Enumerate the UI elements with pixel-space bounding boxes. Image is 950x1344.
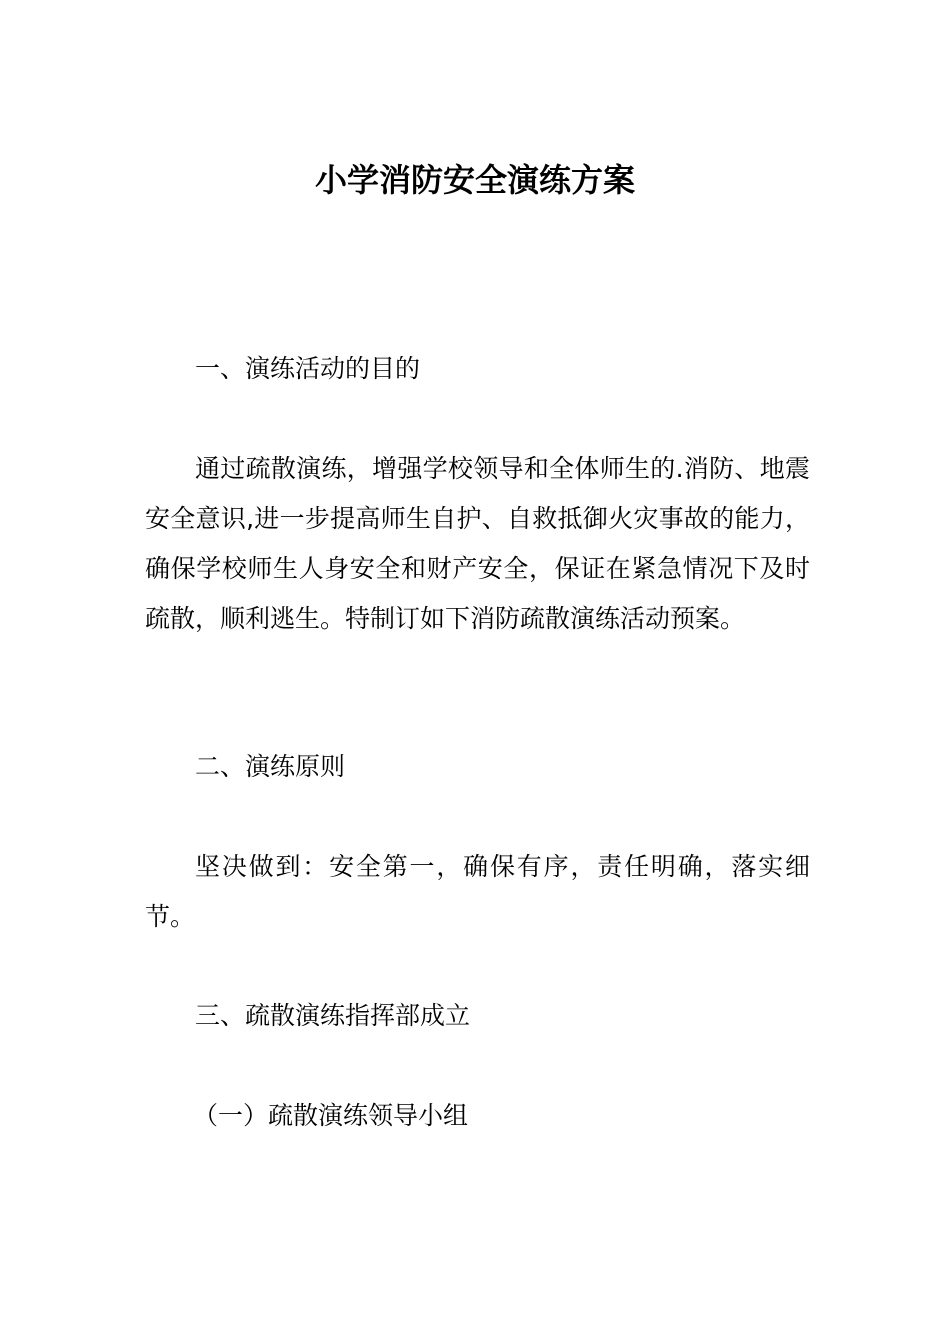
section-heading-principles: 二、演练原则 — [195, 752, 346, 781]
section-heading-command: 三、疏散演练指挥部成立 — [195, 1001, 471, 1030]
section-heading-purpose: 一、演练活动的目的 — [195, 354, 421, 383]
section-body-principles: 坚决做到：安全第一，确保有序，责任明确，落实细节。 — [145, 852, 810, 931]
section-body-purpose: 通过疏散演练，增强学校领导和全体师生的.消防、地震安全意识,进一步提高师生自护、自救抵御火灾事故的能力，确保学校师生人身安全和财产安全，保证在紧急情况下及时疏散，顺利逃生。特制订如下消防疏散演练活动预案。 — [145, 454, 810, 633]
document-title: 小学消防安全演练方案 — [314, 161, 635, 199]
subsection-heading-leadership-group: （一）疏散演练领导小组 — [193, 1101, 469, 1130]
